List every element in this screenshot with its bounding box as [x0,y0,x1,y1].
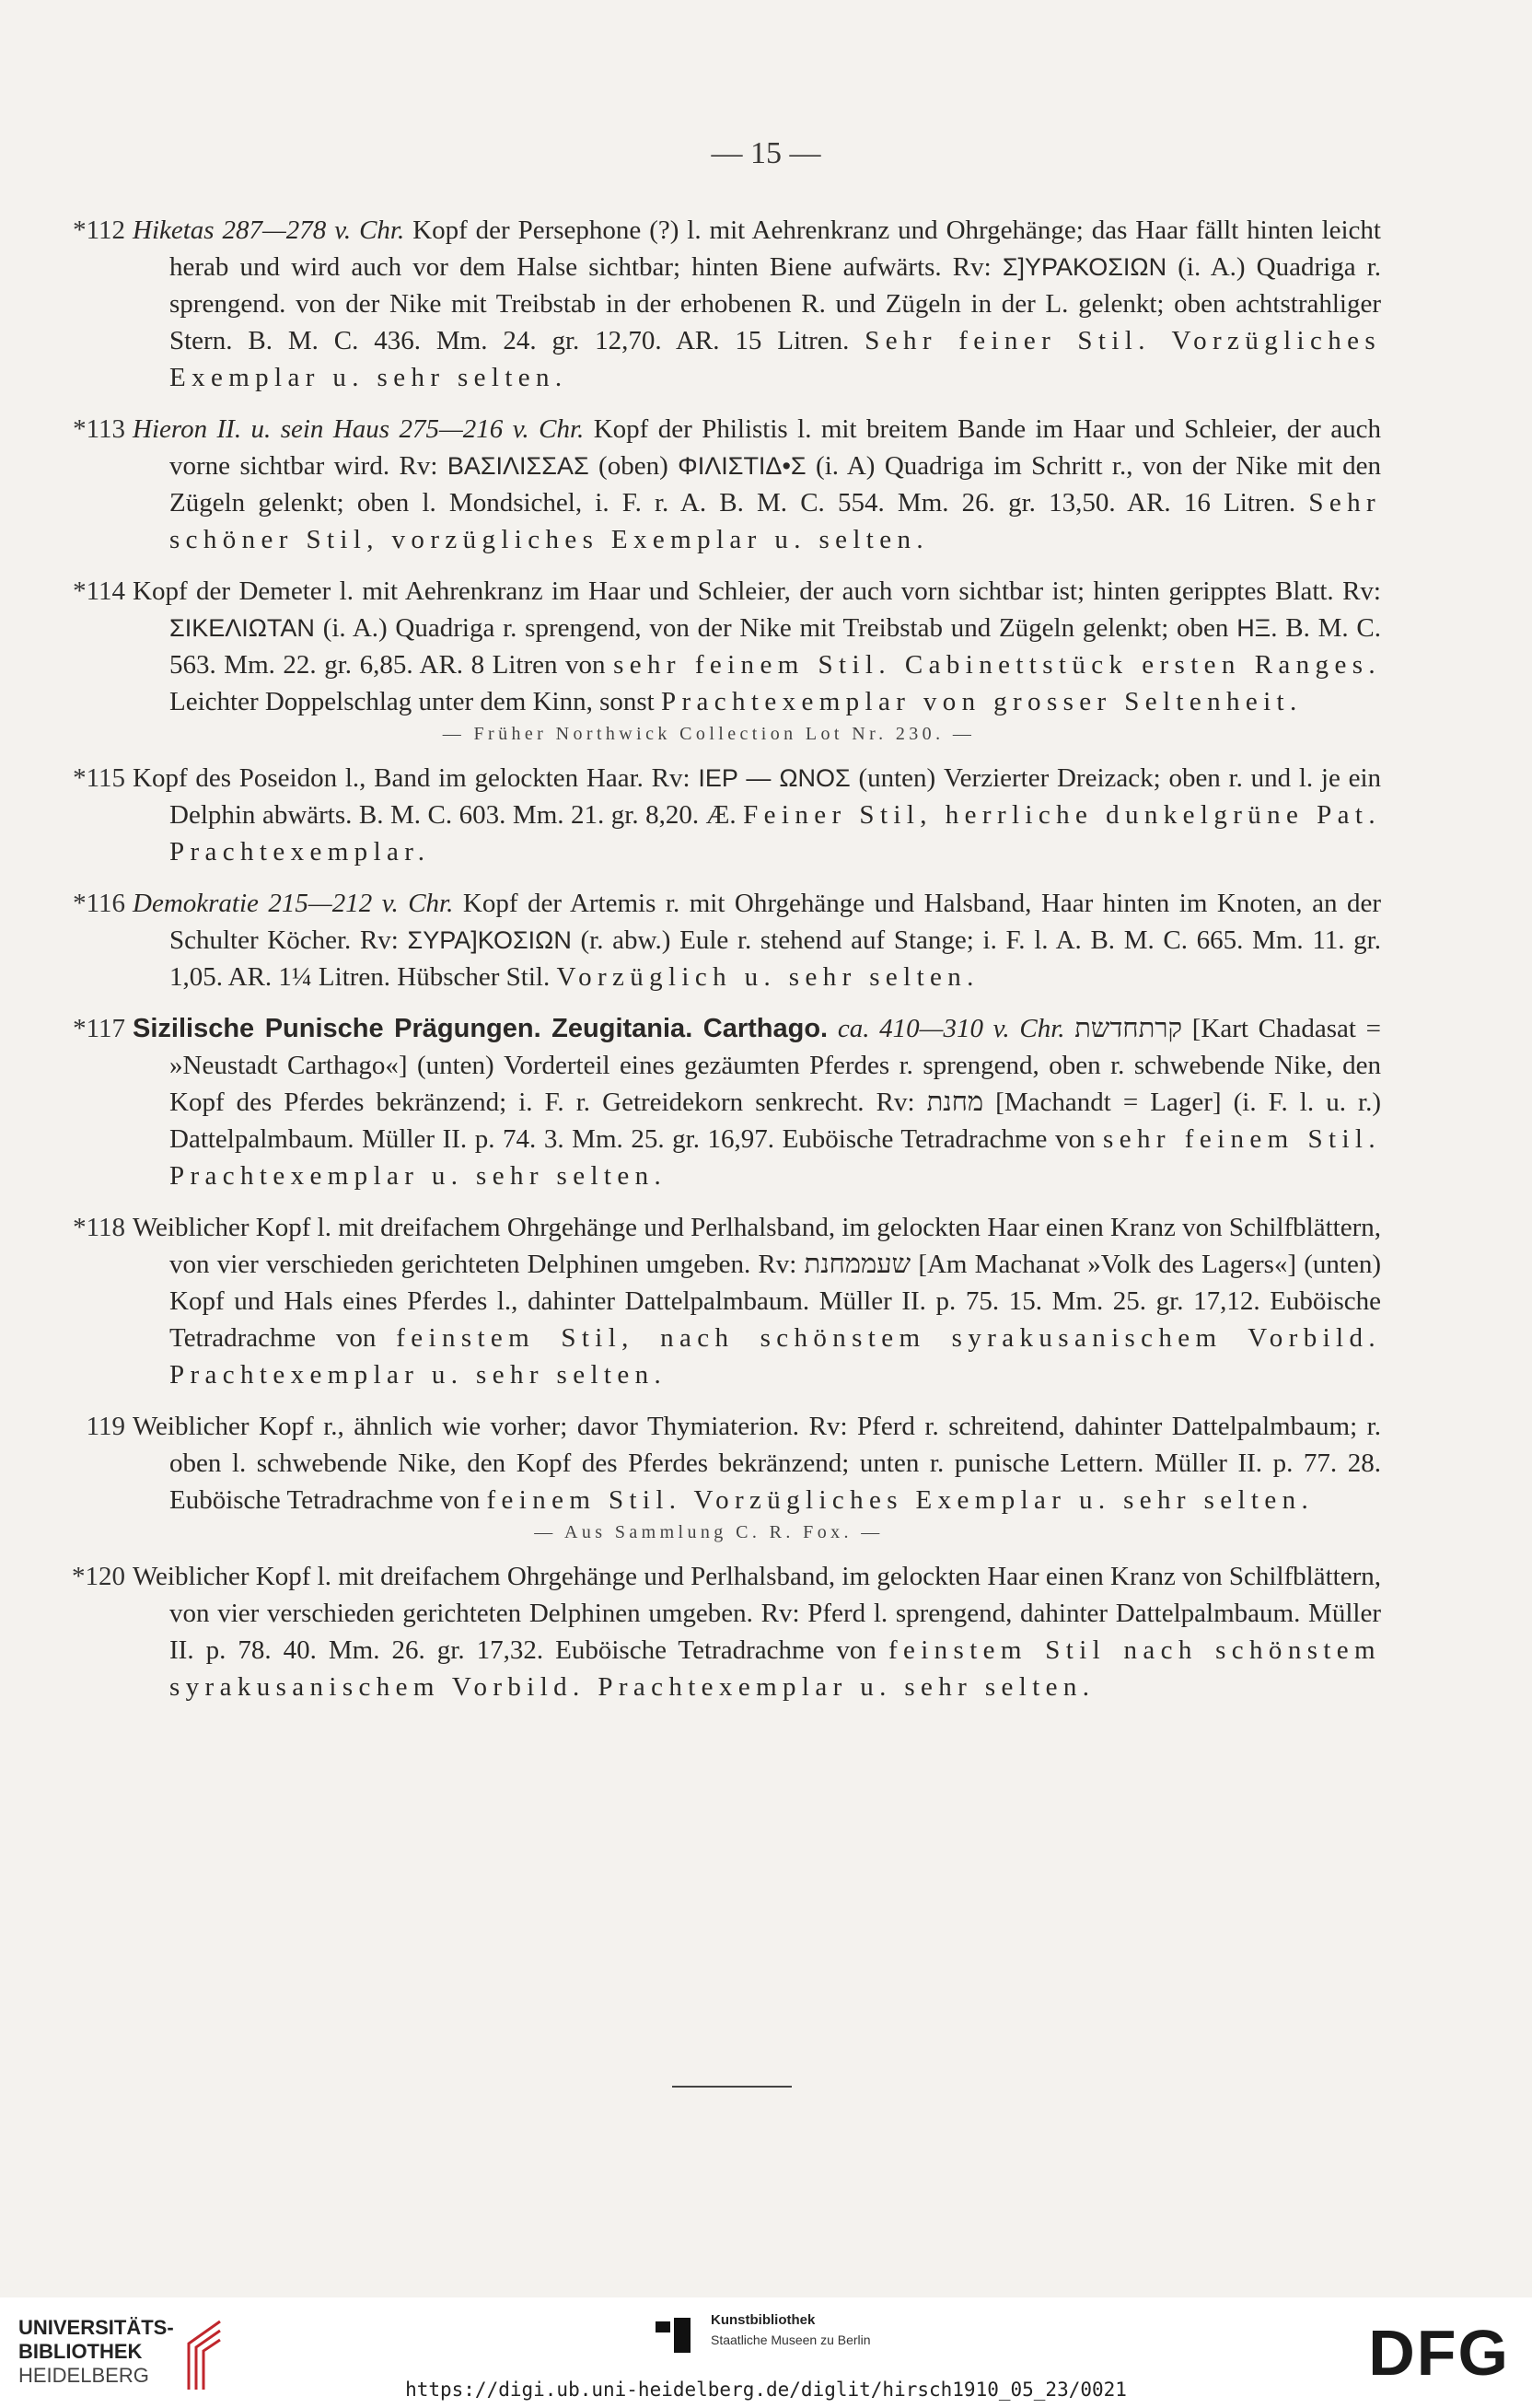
quality-note: Vorzüglich u. sehr selten. [556,962,980,992]
entry-number: *118 [73,1213,125,1242]
quality-note: Sehr feiner Stil. Vorzügliches Exemplar u. sehr selten. [169,326,1381,392]
entry-118 [37,1209,1381,1393]
quality-note: Prachtexemplar von grosser Seltenheit. [660,687,1303,716]
entry-body: Kopf der Artemis r. mit Ohrgehänge und Halsband, Haar hinten im Knoten, an der Schulter Köcher. Rv: [169,889,1381,955]
quality-note: Sehr schöner Stil, vorzügliches Exemplar u. selten. [169,488,1381,554]
entry-text [133,1558,1381,1705]
end-rule [672,2086,792,2088]
entry-body: (oben) [588,451,679,481]
entry-body: [Machandt = Lager] (i. F. l. u. r.) Dattelpalmbaum. Müller II. p. 74. 3. Mm. 25. gr. 16,97. Euböische Tetradrachme von [169,1088,1381,1154]
entry-text [133,212,1381,396]
greek-legend: ΙΕΡ — ΩΝΟΣ [698,764,851,792]
entry-text [133,411,1381,558]
logo-text: BIBLIOTHEK [18,2340,143,2363]
entry-body: (r. abw.) Eule r. stehend auf Stange; i. F. l. A. B. M. C. 665. Mm. 11. gr. 1,05. AR. 1¼ Litren. Hübscher Stil. [169,925,1381,992]
entry-114 [37,573,1381,745]
entry-120 [37,1558,1381,1705]
entry-body: Kopf der Demeter l. mit Aehrenkranz im Haar und Schleier, der auch vorn sichtbar ist; hinten geripptes Blatt. Rv: [133,576,1381,606]
entry-heading: Hieron II. u. sein Haus 275—216 v. Chr. [133,414,585,444]
quality-note: Feiner Stil, herrliche dunkelgrüne Pat. Prachtexemplar. [169,800,1381,867]
quality-note: sehr feinem Stil. Cabinettstück ersten Ranges. [613,650,1381,680]
entry-body: (i. A.) Quadriga r. sprengend. von der Nike mit Treibstab in der erhobenen R. und Zügeln in der L. gelenkt; oben achtstrahliger Stern. B. M. C. 436. Mm. 24. gr. 12,70. AR. 15 Litren. [169,252,1382,355]
provenance-note: — Früher Northwick Collection Lot Nr. 230. — [442,724,976,744]
entry-body: Kopf der Philistis l. mit breitem Bande im Haar und Schleier, der auch vorne sichtbar wird. Rv: [169,414,1381,481]
university-library-logo[interactable] [18,2316,174,2388]
greek-legend: Σ]ΥΡΑΚΟΣΙΩΝ [1002,253,1167,281]
entry-body: . B. M. C. 563. Mm. 22. gr. 6,85. AR. 8 Litren von [169,613,1381,680]
entry-body: Weiblicher Kopf r., ähnlich wie vorher; davor Thymiaterion. Rv: Pferd r. schreitend, dahinter Dattelpalmbaum; r. oben l. schwebende Nike, den Kopf des Pferdes bekränzend; unten r. punische Lettern. Müller II. p. 77. 28. Euböische Tetradrachme von [133,1412,1381,1515]
digitization-footer [0,2297,1532,2408]
punic-legend: מחנת [926,1088,984,1117]
entry-text [133,885,1381,995]
quality-note: feinem Stil. Vorzügliches Exemplar u. sehr selten. [486,1485,1315,1515]
entry-body: (i. A) Quadriga im Schritt r., von der Nike mit den Zügeln gelenkt; oben l. Mondsichel, i. F. r. A. B. M. C. 554. Mm. 26. gr. 13,50. AR. 16 Litren. [169,451,1382,518]
entry-number: *113 [73,414,125,444]
provenance-note: — Aus Sammlung C. R. Fox. — [534,1522,884,1542]
quality-note: sehr feinem Stil. Prachtexemplar u. sehr selten. [169,1124,1382,1191]
entry-heading: ca. 410—310 v. Chr. [828,1014,1065,1043]
greek-legend: ΒΑΣΙΛΙΣΣΑΣ [447,452,589,480]
entry-text [133,760,1381,870]
entry-body: (unten) Verzierter Dreizack; oben r. und l. je ein Delphin abwärts. B. M. C. 603. Mm. 21. gr. 8,20. Æ. [169,763,1382,830]
punic-legend: שעממחנת [804,1250,911,1279]
entry-117 [37,1010,1381,1194]
logo-text: Staatliche Museen zu Berlin [711,2332,871,2347]
source-url-link[interactable]: https://digi.ub.uni-heidelberg.de/diglit/hirsch1910_05_23/0021 [405,2379,1127,2401]
entry-number: *114 [73,576,125,606]
section-heading: Sizilische Punische Prägungen. Zeugitania. Carthago. [133,1014,829,1043]
quality-note: feinstem Stil, nach schönstem syrakusanischem Vorbild. Prachtexemplar u. sehr selten. [169,1323,1381,1390]
entry-body: Weiblicher Kopf l. mit dreifachem Ohrgehänge und Perlhalsband, im gelockten Haar einen Kranz von Schilfblättern, von vier verschieden gerichteten Delphinen umgeben. Rv: [133,1213,1381,1279]
entry-heading: Demokratie 215—212 v. Chr. [133,889,454,918]
entry-text [133,1209,1381,1393]
entry-body: Kopf der Persephone (?) l. mit Aehrenkranz und Ohrgehänge; das Haar fällt hinten leicht herab und wird auch vor dem Halse sichtbar; hinten Biene aufwärts. Rv: [169,215,1381,282]
entry-body: Leichter Doppelschlag unter dem Kinn, sonst [169,687,661,716]
entry-113 [37,411,1381,558]
entry-body: [Kart Chadasat = »Neustadt Carthago«] (unten) Vorderteil eines gezäumten Pferdes r. sprengend, oben r. schwebende Nike, den Kopf des Pferdes bekränzend; i. F. r. Getreidekorn senkrecht. Rv: [169,1014,1382,1117]
greek-legend: ΦΙΛΙΣΤΙΔ•Σ [678,452,807,480]
entry-number: *120 [72,1562,125,1591]
page-number: — 15 — [711,136,821,170]
entry-number: *117 [73,1014,125,1043]
entry-text [133,1010,1381,1194]
entry-text [133,1408,1381,1518]
entry-number: 119 [86,1412,125,1441]
greek-legend: ΣΙΚΕΛΙΩΤΑΝ [169,614,315,642]
entry-heading: Hiketas 287—278 v. Chr. [133,215,405,245]
logo-text: HEIDELBERG [18,2364,149,2387]
greek-legend: ΣΥΡΑ]ΚΟΣΙΩΝ [407,926,572,954]
entry-112 [37,212,1381,396]
greek-legend: ΗΞ [1236,614,1271,642]
logo-text: UNIVERSITÄTS- [18,2316,174,2339]
kunstbibliothek-icon [656,2318,692,2353]
entry-body: (i. A.) Quadriga r. sprengend, von der Nike mit Treibstab und Zügeln gelenkt; oben [314,613,1237,643]
entry-body: Weiblicher Kopf l. mit dreifachem Ohrgehänge und Perlhalsband, im gelockten Haar einen Kranz von Schilfblättern, von vier verschieden gerichteten Delphinen umgeben. Rv: Pferd l. sprengend, dahinter Dattelpalmbaum. Müller II. p. 78. 40. Mm. 26. gr. 17,32. Euböische Tetradrachme von [133,1562,1381,1665]
quality-note: feinstem Stil nach schönstem syrakusanischem Vorbild. Prachtexemplar u. sehr selten. [169,1635,1381,1702]
entry-number: *115 [73,763,125,793]
entry-body: [Am Machanat »Volk des Lagers«] (unten) Kopf und Hals eines Pferdes l., dahinter Dattelpalmbaum. Müller II. p. 75. 15. Mm. 25. gr. 17,12. Euböische Tetradrachme von [169,1250,1381,1353]
entry-115 [37,760,1381,870]
entry-116 [37,885,1381,995]
punic-legend: קרתחדשת [1064,1014,1183,1043]
entry-number: *116 [73,889,125,918]
logo-text: Kunstbibliothek [711,2312,816,2328]
catalogue-entries [37,212,1381,1720]
entry-number: *112 [73,215,125,245]
entry-body: Kopf des Poseidon l., Band im gelockten Haar. Rv: [133,763,699,793]
entry-text [133,573,1381,720]
dfg-logo[interactable]: DFG [1368,2317,1510,2389]
entry-119 [37,1408,1381,1543]
